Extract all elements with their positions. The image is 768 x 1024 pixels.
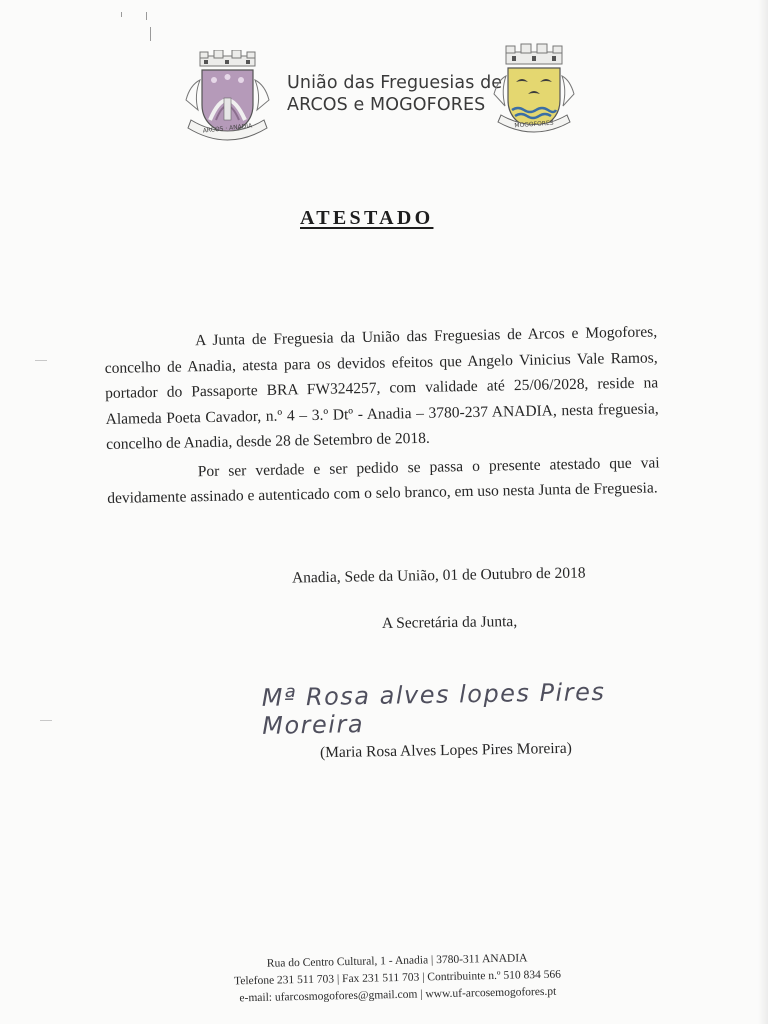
page-edge-shadow: [758, 0, 768, 1024]
place-and-date: Anadia, Sede da União, 01 de Outubro de 2018: [291, 564, 586, 587]
footer-phones: Telefone 231 511 703 | Fax 231 511 703 | Contribuinte n.º 510 834 566: [233, 968, 562, 988]
document-body: [104, 319, 660, 511]
signer-name: (Maria Rosa Alves Lopes Pires Moreira): [319, 739, 572, 762]
scan-artifact: [146, 12, 147, 20]
arcos-coat-of-arms: [180, 50, 275, 145]
document-title: ATESTADO: [300, 207, 434, 229]
mogofores-coat-of-arms: [490, 42, 578, 137]
body-paragraph: A Junta de Freguesia da União das Freguesias de Arcos e Mogofores, concelho de Anadia, atesta para os devidos efeitos que Angelo Vinicius Vale Ramos, portador do Passaporte BRA FW324257, com validade até 25/06/2028, reside na Alameda Poeta Cavador, n.º 4 – 3.º Dtº - Anadia – 3780-237 ANADIA, nesta freguesia, concelho de Anadia, desde 28 de Setembro de 2018.: [104, 323, 659, 453]
scan-artifact: [150, 27, 151, 41]
mogofores-crest-label: MOGOFORES: [514, 119, 554, 130]
arcos-crest-label: ARCOS · ANADIA: [202, 122, 253, 135]
scan-artifact: [40, 720, 52, 721]
footer-contacts: [210, 949, 586, 1008]
footer-address: Rua do Centro Cultural, 1 - Anadia | 3780-311 ANADIA: [266, 952, 528, 970]
scan-artifact: [35, 360, 47, 361]
footer-email-website: e-mail: ufarcosmogofores@gmail.com | www.uf-arcosemogofores.pt: [239, 985, 557, 1005]
signature-text: Mª Rosa alves lopes Pires Moreira: [261, 677, 606, 740]
organisation-name-line1: União das Freguesias de: [287, 73, 503, 93]
organisation-name-line2: ARCOS e MOGOFORES: [287, 95, 486, 115]
signatory-role: A Secretária da Junta,: [381, 613, 518, 632]
scan-artifact: [121, 12, 122, 17]
body-paragraph: Por ser verdade e ser pedido se passa o presente atestado que vai devidamente assinado e autenticado com o selo branco, em uso nesta Junta de Freguesia.: [107, 453, 660, 507]
handwritten-signature: [261, 677, 702, 740]
organisation-name: [287, 72, 502, 116]
